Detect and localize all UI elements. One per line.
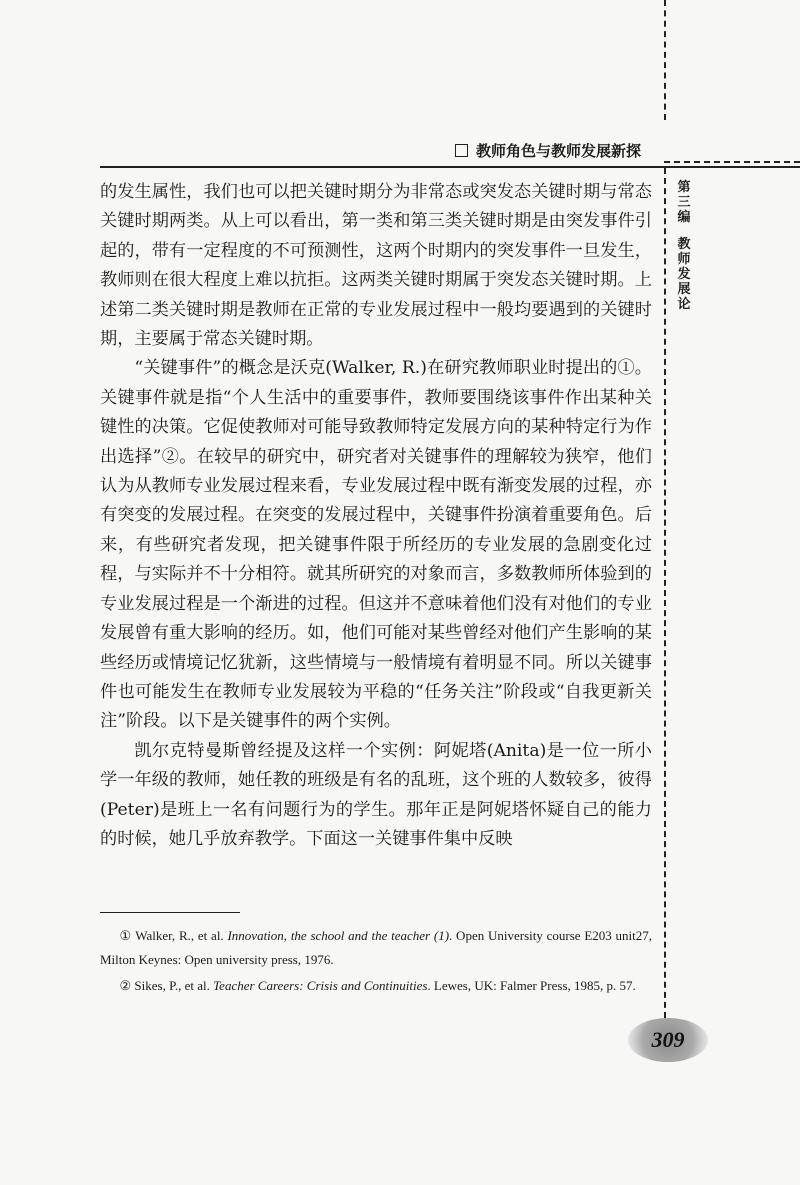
side-tab-part: 第三编 <box>677 180 691 225</box>
footnote-details: . Open University course E203 unit27, Milton Keynes: Open university press, 1976. <box>100 928 653 967</box>
paragraph: 的发生属性，我们也可以把关键时期分为非常态或突发态关键时期与常态关键时期两类。从上可以看出，第一类和第三类关键时期是由突发事件引起的，带有一定程度的不可预测性，这两个时期内的突发事件一旦发生，教师则在很大程度上难以抗拒。这两类关键时期属于突发态关键时期。上述第二类关键时期是教师在正常的专业发展过程中一般均要遇到的关键时期，主要属于常态关键时期。 <box>100 182 652 350</box>
footnote-title: Teacher Careers: Crisis and Continuities <box>213 978 428 993</box>
header-title: 教师角色与教师发展新探 <box>476 142 642 160</box>
footnote-mark: ② <box>119 978 132 993</box>
body-text <box>100 178 652 854</box>
footnotes <box>100 924 652 1000</box>
paragraph: 凯尔克特曼斯曾经提及这样一个实例：阿妮塔(Anita)是一位一所小学一年级的教师，她任教的班级是有名的乱班，这个班的人数较多，彼得(Peter)是班上一名有问题行为的学生。那年正是阿妮塔怀疑自己的能力的时候，她几乎放弃教学。下面这一关键事件集中反映 <box>100 740 652 849</box>
paragraph: “关键事件”的概念是沃克(Walker, R.)在研究教师职业时提出的①。关键事件就是指“个人生活中的重要事件，教师要围绕该事件作出某种关键性的决策。它促使教师对可能导致教师特定发展方向的某种特定行为作出选择”②。在较早的研究中，研究者对关键事件的理解较为狭窄，他们认为从教师专业发展过程来看，专业发展过程中既有渐变发展的过程，亦有突变的发展过程。在突变的发展过程中，关键事件扮演着重要角色。后来，有些研究者发现，把关键事件限于所经历的专业发展的急剧变化过程，与实际并不十分相符。就其所研究的对象而言，多数教师所体验到的专业发展过程是一个渐进的过程。但这并不意味着他们没有对他们的专业发展曾有重大影响的经历。如，他们可能对某些曾经对他们产生影响的某些经历或情境记忆犹新，这些情境与一般情境有着明显不同。所以关键事件也可能发生在教师专业发展较为平稳的“任务关注”阶段或“自我更新关注”阶段。以下是关键事件的两个实例。 <box>100 358 652 732</box>
footnote <box>100 924 652 972</box>
page-number: 309 <box>651 1027 685 1052</box>
footnote-details: . Lewes, UK: Falmer Press, 1985, p. 57. <box>427 978 636 993</box>
header-rule <box>100 166 800 168</box>
footnote <box>100 974 652 998</box>
cut-guide-line <box>664 0 666 120</box>
footnote-mark: ① <box>119 928 132 943</box>
page-number-badge <box>628 1018 708 1062</box>
side-tab-section: 教师发展论 <box>677 237 691 312</box>
square-icon <box>455 144 468 157</box>
margin-guide-line <box>664 168 666 1028</box>
header-dashed-rule <box>664 161 800 163</box>
running-header <box>455 140 641 161</box>
footnote-title: Innovation, the school and the teacher (1) <box>227 928 450 943</box>
side-section-tab <box>674 180 694 312</box>
footnote-authors: Walker, R., et al. <box>135 928 224 943</box>
footnote-authors: Sikes, P., et al. <box>134 978 210 993</box>
footnote-rule <box>100 912 240 913</box>
